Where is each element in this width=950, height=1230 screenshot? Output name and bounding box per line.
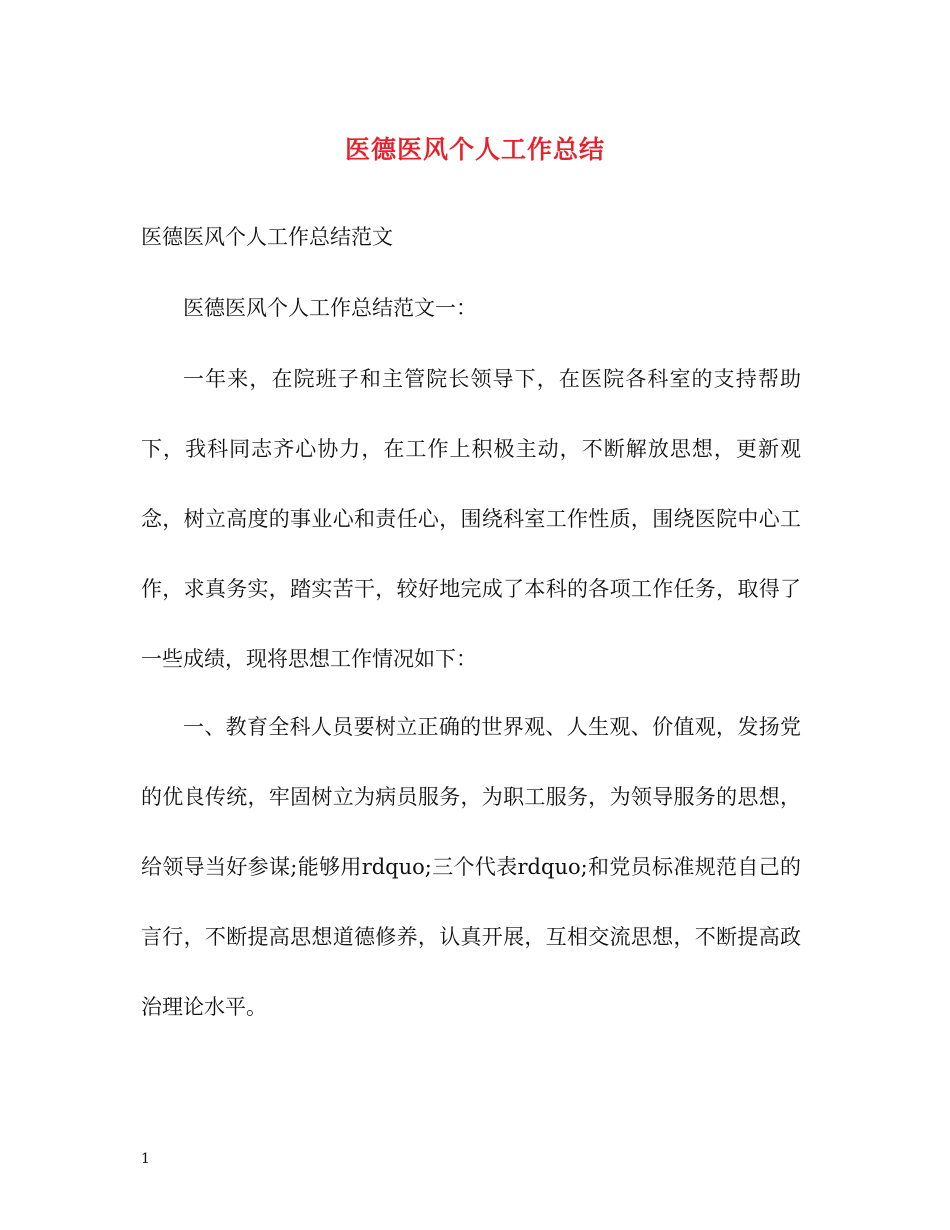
page-number: 1 (141, 1151, 150, 1167)
paragraph-body: 一、教育全科人员要树立正确的世界观、人生观、价值观，发扬党的优良传统，牢固树立为病员服务，为职工服务，为领导服务的思想，给领导当好参谋;能够用rdquo;三个代表rdquo;和党员标准规范自己的言行，不断提高思想道德修养，认真开展，互相交流思想，不断提高政治理论水平。 (141, 715, 801, 1019)
document-title: 医德医风个人工作总结 (344, 135, 605, 164)
document-subtitle: 医德医风个人工作总结范文 (141, 225, 393, 249)
paragraph-heading: 医德医风个人工作总结范文一： (183, 296, 477, 320)
paragraph-body: 一年来，在院班子和主管院长领导下，在医院各科室的支持帮助下，我科同志齐心协力，在工作上积极主动，不断解放思想，更新观念，树立高度的事业心和责任心，围绕科室工作性质，围绕医院中心工作，求真务实，踏实苦干，较好地完成了本科的各项工作任务，取得了一些成绩，现将思想工作情况如下： (141, 367, 801, 671)
